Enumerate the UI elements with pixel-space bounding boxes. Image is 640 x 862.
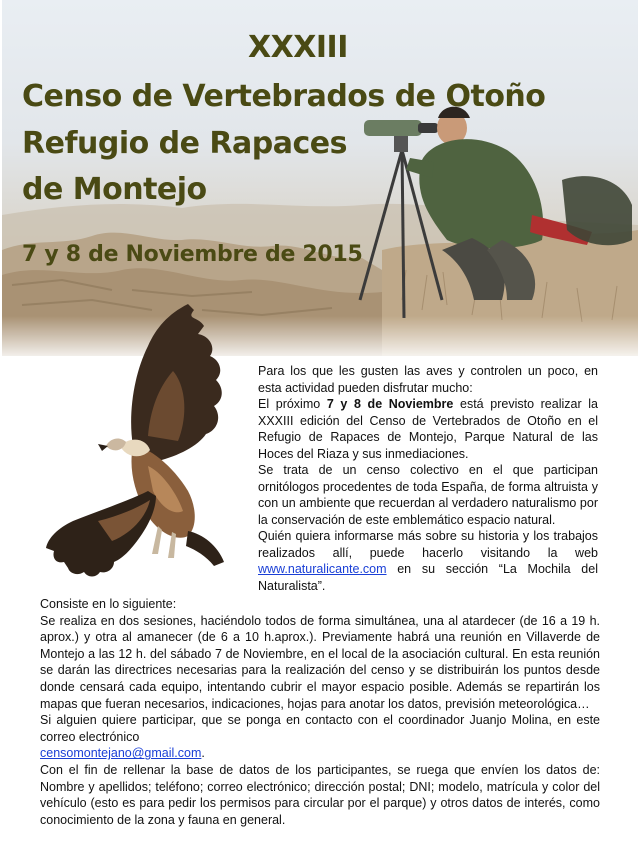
intro-paragraph-description: Se trata de un censo colectivo en el que participan ornitólogos procedentes de toda España, de forma altruista y con un ambiente que recuerdan al verdadero naturalismo por la conservación de este emblemático espacio natural. — [258, 463, 598, 527]
details-contact: Si alguien quiere participar, que se ponga en contacto con el coordinador Juanjo Molina, en este correo electrónico — [40, 713, 600, 744]
details-heading: Consiste en lo siguiente: — [40, 597, 177, 611]
title-line-1: Censo de Vertebrados de Otoño — [22, 79, 546, 114]
spotting-scope — [364, 120, 438, 152]
highlight-dates: 7 y 8 de Noviembre — [326, 397, 454, 411]
intro-paragraph-web — [258, 528, 598, 594]
details-sessions: Se realiza en dos sesiones, haciéndolo todos de forma simultánea, una al atardecer (de 16 a 19 h. aprox.) y otra al amanecer (de 6 a 10 h.aprox.). Previamente habrá una reunión en Villaverde de Montejo a las 12 h. del sábado 7 de Noviembre, en el local de la asociación cultural. En esta reunión se darán las directrices necesarias para la realización del censo y se distribuirán los puntos desde donde censará cada equipo, intentando cubrir el mayor espacio posible. Además se repartirán los mapas que fueran necesarios, indicaciones, hojas para anotar los datos, previsión meteorológica… — [40, 613, 600, 711]
edition-title: XXXIII — [248, 30, 348, 65]
details-text — [40, 596, 600, 828]
vulture-image — [38, 296, 238, 586]
text-span: Quién quiera informarse más sobre su historia y los trabajos realizados allí, puede hacerlo visitando la web — [258, 529, 598, 560]
intro-paragraph-dates — [258, 396, 598, 462]
details-email-line — [40, 745, 600, 762]
event-date: 7 y 8 de Noviembre de 2015 — [22, 242, 363, 267]
details-participant-data: Con el fin de rellenar la base de datos de los participantes, se ruega que envíen los datos de: Nombre y apellidos; teléfono; correo electrónico; dirección postal; DNI; modelo, matrícula y color del vehículo (esto es para pedir los permisos para circular por el parque) y otros datos de interés, como conocimiento de la zona y fauna en general. — [40, 762, 600, 827]
text-span: . — [201, 746, 205, 761]
title-line-2: Refugio de Rapaces — [22, 126, 347, 161]
intro-text — [258, 363, 598, 594]
email-link[interactable]: censomontejano@gmail.com — [40, 746, 202, 761]
intro-paragraph: Para los que les gusten las aves y controlen un poco, en esta actividad pueden disfrutar mucho: — [258, 364, 598, 395]
title-line-3: de Montejo — [22, 172, 207, 207]
text-span: El próximo — [258, 397, 327, 411]
text-span: está previsto realizar la XXXIII edición del Censo de Vertebrados de Otoño en el Refugio de Rapaces de Montejo, Parque Natural de las Hoces del Riaza y sus inmediaciones. — [258, 397, 598, 461]
website-link[interactable]: www.naturalicante.com — [258, 562, 387, 576]
text-span: en su sección “La Mochila del Naturalista”. — [258, 562, 598, 593]
